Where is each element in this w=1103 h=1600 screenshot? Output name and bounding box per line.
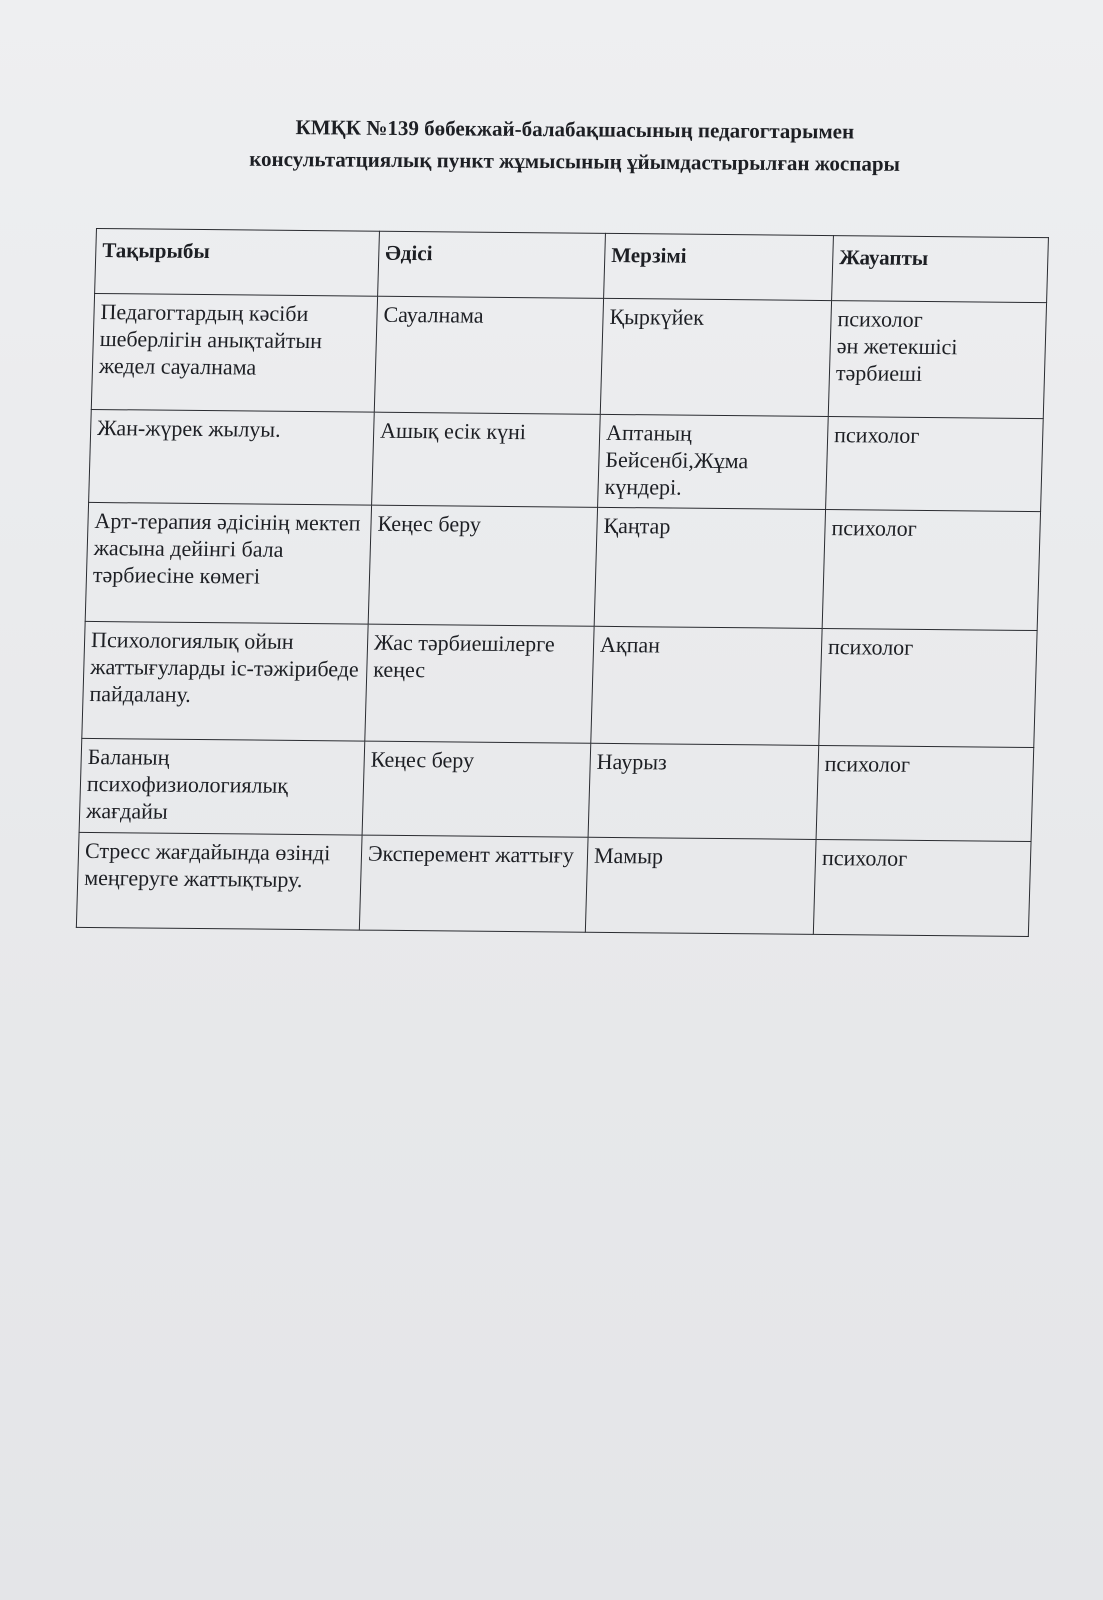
cell-topic: Арт-терапия әдісінің мектеп жасына дейінгі бала тәрбиесіне көмегі: [85, 502, 371, 624]
table-row: [89, 409, 1044, 511]
responsible-entry: психолог: [831, 515, 918, 541]
plan-table: [76, 228, 1049, 937]
cell-term: Мамыр: [585, 837, 816, 934]
responsible-entry: тәрбиеші: [835, 360, 923, 386]
cell-responsible: [819, 628, 1037, 747]
cell-method: Эксперемент жаттығу: [359, 835, 588, 932]
table-row: [85, 502, 1040, 630]
cell-responsible: [822, 510, 1040, 631]
responsible-entry: психолог: [824, 751, 911, 777]
title-line-2: консультатциялық пункт жұмысының ұйымдастырылған жоспары: [249, 146, 901, 176]
cell-responsible: [813, 839, 1031, 936]
table-row: [76, 832, 1031, 936]
table-row: [82, 621, 1037, 747]
cell-term: Қыркүйек: [600, 298, 831, 416]
cell-topic: Психологиялық ойын жаттығуларды іс-тәжірибеде пайдалану.: [82, 621, 368, 741]
cell-term: Ақпан: [591, 626, 822, 745]
cell-method: Ашық есік күні: [372, 412, 601, 507]
cell-term: Аптаның Бейсенбі,Жұма күндері.: [598, 414, 829, 509]
cell-topic: Жан-жүрек жылуы.: [89, 409, 375, 505]
cell-method: Кеңес беру: [362, 741, 591, 837]
responsible-entry: ән жетекшісі: [836, 333, 958, 360]
cell-topic: Стресс жағдайында өзінді меңгеруге жаттықтыру.: [76, 832, 362, 930]
table-header-row: [95, 229, 1049, 303]
responsible-entry: психолог: [821, 845, 908, 871]
document-title: [149, 110, 999, 181]
plan-table-container: [76, 228, 1048, 937]
header-method: Әдісі: [378, 231, 606, 298]
cell-responsible: [816, 745, 1034, 841]
table-row: [79, 738, 1034, 841]
responsible-entry: психолог: [837, 306, 924, 332]
title-line-1: КМҚК №139 бөбекжай-балабақшасының педагогтарымен: [295, 115, 855, 144]
cell-term: Наурыз: [588, 743, 819, 839]
header-term: Мерзімі: [604, 233, 834, 300]
header-responsible: Жауапты: [832, 236, 1049, 303]
table-row: [91, 293, 1046, 418]
responsible-entry: психолог: [827, 634, 914, 660]
cell-method: Жас тәрбиешілерге кеңес: [365, 624, 594, 743]
cell-topic: Педагогтардың кәсіби шеберлігін анықтайтын жедел сауалнама: [91, 293, 377, 412]
header-topic: Тақырыбы: [95, 229, 380, 297]
cell-term: Қаңтар: [594, 507, 825, 628]
cell-responsible: [826, 417, 1044, 512]
cell-method: Сауалнама: [374, 296, 603, 414]
responsible-entry: психолог: [833, 422, 920, 448]
cell-responsible: [828, 301, 1046, 419]
cell-method: Кеңес беру: [368, 505, 597, 626]
cell-topic: Баланың психофизиологиялық жағдайы: [79, 738, 365, 835]
